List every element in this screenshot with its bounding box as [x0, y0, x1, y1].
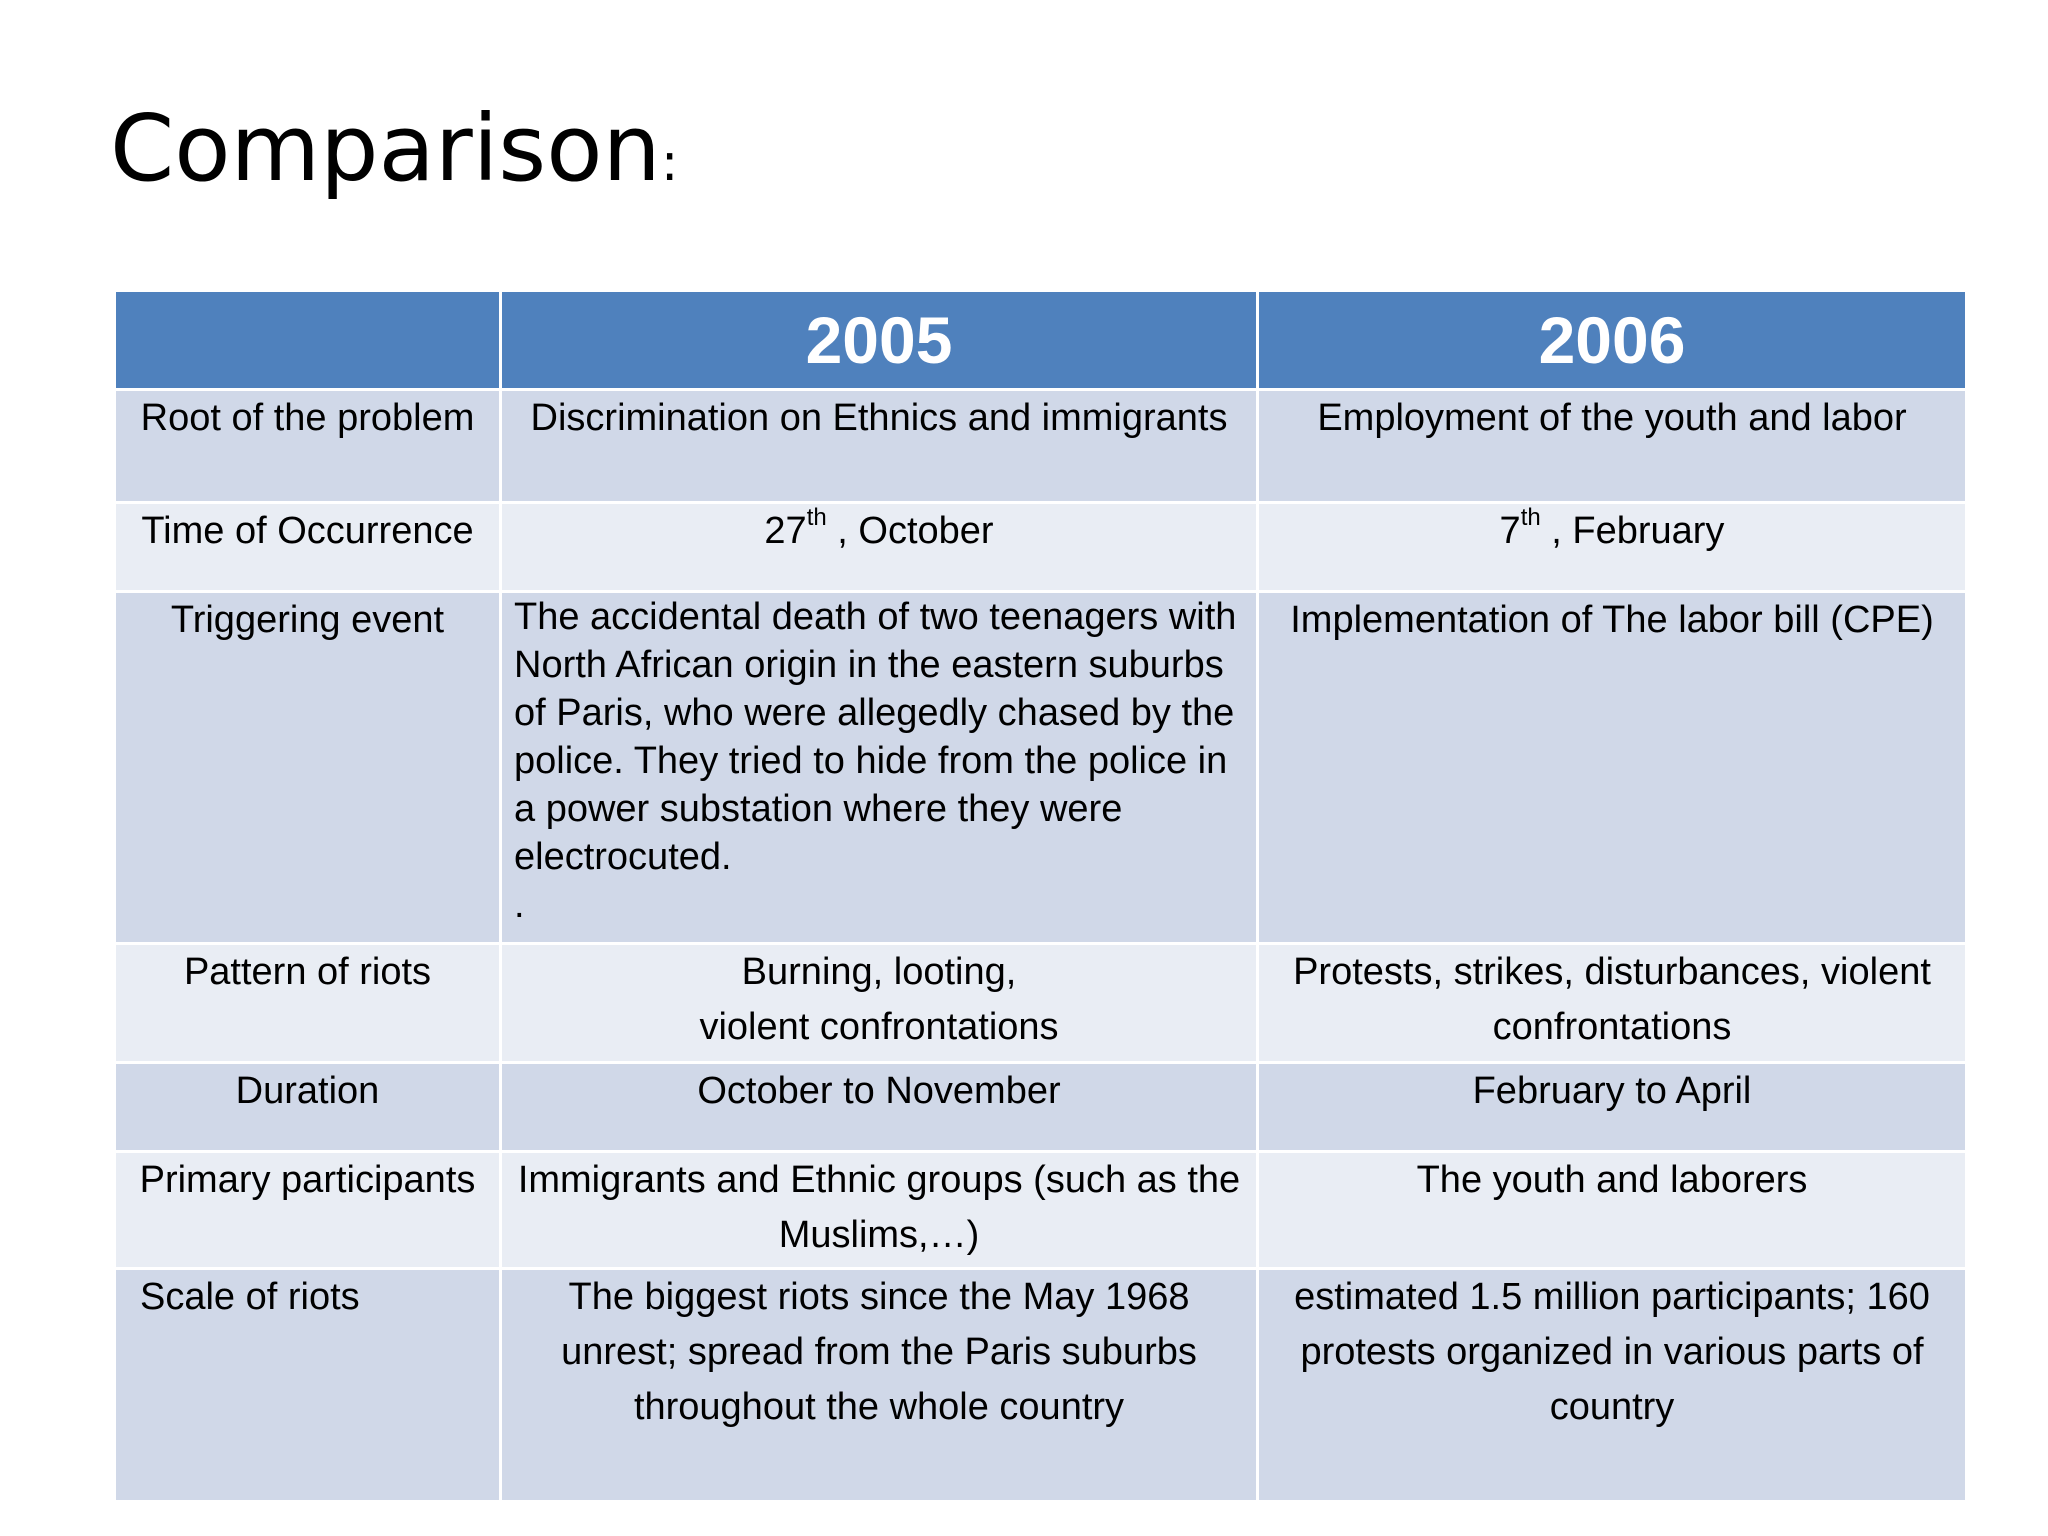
date-day: 7 [1499, 510, 1521, 552]
cell-2005 [501, 944, 1258, 1063]
row-label: Triggering event [115, 592, 501, 944]
cell-2005 [501, 592, 1258, 944]
cell-2006: February to April [1258, 1063, 1967, 1152]
header-cell-2005: 2005 [501, 291, 1258, 390]
row-label: Scale of riots [115, 1269, 501, 1502]
date-month: , February [1540, 510, 1725, 552]
date-month: , October [826, 510, 994, 552]
header-cell-2006: 2006 [1258, 291, 1967, 390]
table-row-scale-of-riots [115, 1269, 1967, 1502]
slide-title-text: Comparison [110, 95, 661, 202]
cell-2006 [1258, 503, 1967, 592]
cell-2005: Discrimination on Ethnics and immigrants [501, 390, 1258, 503]
table-row-pattern-of-riots [115, 944, 1967, 1063]
cell-2005 [501, 503, 1258, 592]
cell-2006: Protests, strikes, disturbances, violent confrontations [1258, 944, 1967, 1063]
cell-2006: Employment of the youth and labor [1258, 390, 1967, 503]
table-row-duration [115, 1063, 1967, 1152]
table-row-triggering-event [115, 592, 1967, 944]
table-row-primary-participants [115, 1152, 1967, 1269]
cell-2006: Implementation of The labor bill (CPE) [1258, 592, 1967, 944]
row-label: Primary participants [115, 1152, 501, 1269]
cell-line: violent confrontations [699, 1006, 1059, 1048]
cell-trailing-dot: . [514, 884, 525, 926]
row-label: Root of the problem [115, 390, 501, 503]
cell-2006: The youth and laborers [1258, 1152, 1967, 1269]
slide-title-colon: : [660, 133, 679, 193]
table-row-time-of-occurrence [115, 503, 1967, 592]
date-ordinal-suffix: th [806, 504, 827, 532]
cell-line: Burning, looting, [741, 951, 1017, 993]
slide-title [110, 96, 678, 202]
row-label: Duration [115, 1063, 501, 1152]
table-header-row [115, 291, 1967, 390]
cell-2006: estimated 1.5 million participants; 160 protests organized in various parts of country [1258, 1269, 1967, 1502]
cell-2005: October to November [501, 1063, 1258, 1152]
date-ordinal-suffix: th [1520, 504, 1541, 532]
cell-text: The accidental death of two teenagers with North African origin in the eastern suburbs of Paris, who were allegedly chased by the police. They tried to hide from the police in a power substation where they were electrocuted. [514, 596, 1237, 878]
header-cell-empty [115, 291, 501, 390]
date-day: 27 [764, 510, 807, 552]
comparison-table [113, 289, 1968, 1503]
cell-2005: Immigrants and Ethnic groups (such as the Muslims,…) [501, 1152, 1258, 1269]
row-label: Pattern of riots [115, 944, 501, 1063]
cell-2005: The biggest riots since the May 1968 unrest; spread from the Paris suburbs throughout the whole country [501, 1269, 1258, 1502]
table-row-root-of-problem [115, 390, 1967, 503]
row-label: Time of Occurrence [115, 503, 501, 592]
